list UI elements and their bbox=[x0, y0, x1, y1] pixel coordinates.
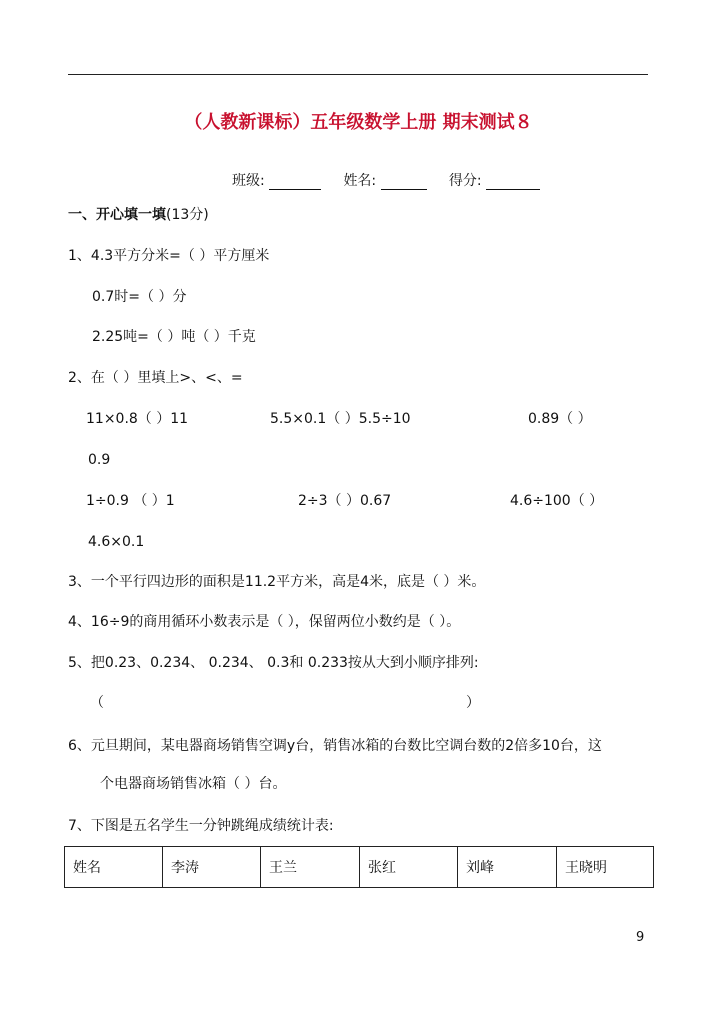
section-title: 一、开心填一填 bbox=[68, 207, 166, 223]
table-row bbox=[65, 847, 654, 888]
score-table bbox=[64, 846, 654, 888]
question-2-row1-b: 5.5×0.1（ ）5.5÷10 bbox=[270, 411, 411, 427]
question-1c: 2.25吨=（ ）吨（ ）千克 bbox=[92, 329, 256, 345]
question-3: 3、一个平行四边形的面积是11.2平方米，高是4米，底是（ ）米。 bbox=[68, 574, 486, 590]
name-blank[interactable] bbox=[381, 175, 427, 190]
score-label: 得分: bbox=[448, 173, 482, 189]
class-label: 班级: bbox=[232, 173, 265, 189]
table-cell: 刘峰 bbox=[458, 847, 557, 888]
question-6a: 6、元旦期间，某电器商场销售空调y台，销售冰箱的台数比空调台数的2倍多10台，这 bbox=[68, 738, 602, 754]
question-2-row2-b: 2÷3（ ）0.67 bbox=[298, 493, 392, 509]
class-blank[interactable] bbox=[269, 175, 321, 190]
question-7: 7、下图是五名学生一分钟跳绳成绩统计表: bbox=[68, 818, 334, 834]
question-2-row1-a: 11×0.8（ ）11 bbox=[86, 411, 189, 427]
table-cell: 王兰 bbox=[261, 847, 360, 888]
table-cell: 王晓明 bbox=[557, 847, 654, 888]
question-2: 2、在（ ）里填上>、<、= bbox=[68, 370, 243, 386]
question-5-close-paren: ） bbox=[466, 695, 480, 711]
page-number: 9 bbox=[636, 930, 645, 945]
question-6b: 个电器商场销售冰箱（ ）台。 bbox=[100, 776, 287, 792]
question-2-row2-a: 1÷0.9 （ ）1 bbox=[86, 493, 175, 509]
header-rule bbox=[68, 74, 648, 75]
question-2-row2-c: 4.6÷100（ ） bbox=[510, 493, 604, 509]
question-2-row2-d: 4.6×0.1 bbox=[88, 534, 145, 550]
question-2-row1-c: 0.89（ ） bbox=[528, 411, 592, 427]
section-points: (13分) bbox=[166, 207, 209, 223]
question-1b: 0.7时=（ ）分 bbox=[92, 289, 187, 305]
student-info bbox=[232, 172, 540, 190]
table-cell: 张红 bbox=[360, 847, 458, 888]
name-label: 姓名: bbox=[343, 173, 377, 189]
question-5-open-paren: （ bbox=[90, 695, 104, 711]
table-cell: 姓名 bbox=[65, 847, 163, 888]
question-2-row1-d: 0.9 bbox=[88, 452, 111, 468]
question-5: 5、把0.23、0.234、 0.234、 0.3和 0.233按从大到小顺序排列: bbox=[68, 655, 479, 671]
section-heading bbox=[68, 206, 209, 224]
question-1a: 1、4.3平方分米=（ ）平方厘米 bbox=[68, 248, 270, 264]
question-4: 4、16÷9的商用循环小数表示是（ ），保留两位小数约是（ ）。 bbox=[68, 614, 461, 630]
table-cell: 李涛 bbox=[163, 847, 261, 888]
page-title: （人教新课标）五年级数学上册 期末测试８ bbox=[184, 112, 533, 133]
score-blank[interactable] bbox=[486, 175, 540, 190]
